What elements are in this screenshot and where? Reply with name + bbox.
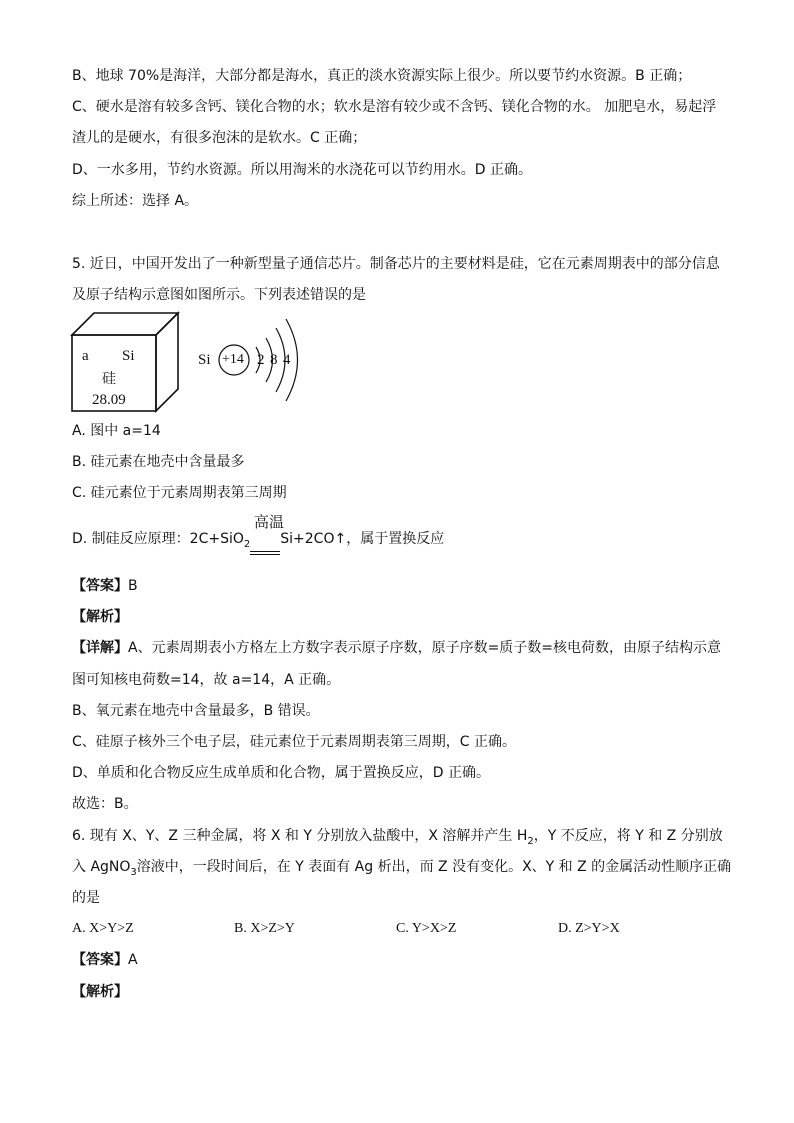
q6-option-d: D. Z>Y>X — [558, 921, 620, 936]
q5-answer — [72, 576, 138, 596]
detail-label: 【详解】 — [72, 640, 128, 656]
q5-option-d — [72, 529, 444, 551]
analysis-line-c2: 渣儿的是硬水，有很多泡沫的是软水。C 正确； — [72, 130, 367, 146]
q6-analysis-label-text: 【解析】 — [72, 984, 128, 1000]
q6-stem-1-tail: ，Y 不反应，将 Y 和 Z 分别放 — [533, 828, 723, 844]
q6-stem-line-1 — [72, 826, 723, 848]
q5-stem-line-1: 5. 近日，中国开发出了一种新型量子通信芯片。制备芯片的主要材料是硅，它在元素周期表中的部分信息 — [72, 256, 720, 272]
atom-shell-2: 8 — [270, 352, 278, 368]
reaction-condition: 高温 — [254, 513, 285, 531]
periodic-table-cell — [70, 311, 182, 413]
q6-stem-1-text: 6. 现有 X、Y、Z 三种金属，将 X 和 Y 分别放入盐酸中，X 溶解并产生 H — [72, 828, 528, 844]
answer-label: 【答案】 — [72, 578, 128, 594]
q5-detail-line-5: D、单质和化合物反应生成单质和化合物，属于置换反应，D 正确。 — [72, 765, 491, 781]
q6-stem-2-text: 入 AgNO — [72, 859, 131, 875]
q6-analysis-label — [72, 982, 128, 1002]
atom-symbol: Si — [198, 352, 211, 368]
q6-stem-2-tail: 溶液中，一段时间后，在 Y 表面有 Ag 析出，而 Z 没有变化。X、Y 和 Z 的金属活动性顺序正确 — [136, 859, 732, 875]
atomic-structure-diagram — [196, 317, 306, 405]
atom-shell-1: 2 — [257, 352, 265, 368]
q5-option-b: B. 硅元素在地壳中含量最多 — [72, 454, 245, 470]
q5-conclusion: 故选：B。 — [72, 796, 138, 812]
q5-option-a: A. 图中 a=14 — [72, 423, 161, 439]
q6-stem-1-subscript: 2 — [527, 836, 534, 847]
q5-option-c: C. 硅元素位于元素周期表第三周期 — [72, 485, 287, 501]
cell-atomic-mass: 28.09 — [92, 392, 126, 408]
q6-option-c: C. Y>X>Z — [396, 921, 457, 936]
q5-stem-line-2: 及原子结构示意图如图所示。下列表述错误的是 — [72, 287, 366, 303]
q5-detail-line-2: 图可知核电荷数=14，故 a=14，A 正确。 — [72, 672, 341, 688]
option-d-product: Si+2CO↑，属于置换反应 — [280, 531, 445, 547]
cell-atomic-number: a — [82, 348, 89, 364]
q5-detail-line-4: C、硅原子核外三个电子层，硅元素位于元素周期表第三周期，C 正确。 — [72, 734, 516, 750]
cell-element-name: 硅 — [102, 371, 116, 387]
q5-detail-line-3: B、氧元素在地壳中含量最多，B 错误。 — [72, 703, 320, 719]
q6-answer — [72, 950, 138, 970]
q6-option-b: B. X>Z>Y — [234, 921, 295, 936]
cell-element-symbol: Si — [122, 348, 135, 364]
q5-detail-line-1 — [72, 638, 721, 658]
atom-shell-3: 4 — [283, 352, 291, 368]
q6-stem-line-3: 的是 — [72, 890, 100, 906]
answer-value: B — [128, 578, 138, 594]
analysis-line-c1: C、硬水是溶有较多含钙、镁化合物的水；软水是溶有较少或不含钙、镁化合物的水。 加肥皂水，易起浮 — [72, 99, 717, 115]
detail-text-1: A、元素周期表小方格左上方数字表示原子序数，原子序数=质子数=核电荷数，由原子结构示意 — [128, 640, 722, 656]
q6-stem-line-2 — [72, 857, 731, 879]
atom-nucleus-charge: +14 — [222, 352, 244, 367]
q6-answer-label: 【答案】 — [72, 952, 128, 968]
analysis-line-d: D、一水多用，节约水资源。所以用淘米的水浇花可以节约用水。D 正确。 — [72, 162, 533, 178]
q6-option-a: A. X>Y>Z — [72, 921, 134, 936]
option-d-prefix: D. 制硅反应原理：2C+SiO — [72, 531, 244, 547]
option-d-subscript: 2 — [243, 539, 251, 550]
q6-stem-2-subscript: 3 — [130, 867, 137, 878]
analysis-line-b: B、地球 70%是海洋，大部分都是海水，真正的淡水资源实际上很少。所以要节约水资源。B 正确； — [72, 68, 692, 84]
analysis-summary: 综上所述：选择 A。 — [72, 193, 199, 209]
q5-analysis-label — [72, 607, 128, 627]
analysis-label: 【解析】 — [72, 609, 128, 625]
q6-answer-value: A — [128, 952, 138, 968]
